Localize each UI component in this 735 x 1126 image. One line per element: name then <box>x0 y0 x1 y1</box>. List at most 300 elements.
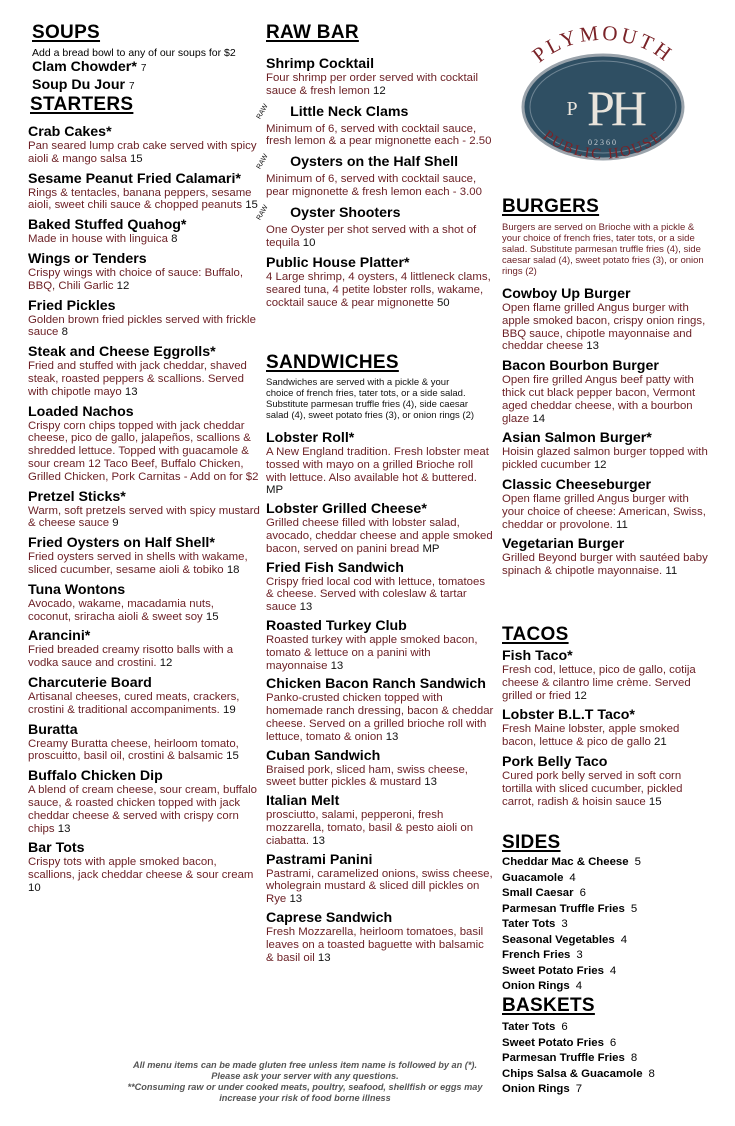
item-description <box>502 493 712 531</box>
price-row-name: Seasonal Vegetables <box>502 933 615 946</box>
price-row-name: Guacamole <box>502 871 564 884</box>
item-description-text: Crispy fried local cod with lettuce, tomatoes & cheese. Served with coleslaw & tartar sauce <box>266 575 486 614</box>
item-description <box>266 72 494 98</box>
item-price: 13 <box>424 776 437 789</box>
menu-item <box>266 676 494 743</box>
logo-bottom-text: PUBLIC HOUSE <box>539 127 667 163</box>
item-description-text: Open flame grilled Angus burger with apple smoked bacon, crispy onion rings, BBQ sauce, chipotle mayonnaise and cheddar cheese <box>502 302 706 353</box>
item-name-text: Sesame Peanut Fried Calamari* <box>28 170 241 187</box>
price-row-name: Small Caesar <box>502 887 574 899</box>
item-description-text: Four shrimp per order served with cocktail sauce & fresh lemon <box>266 72 479 97</box>
item-price: 15 <box>245 199 258 212</box>
item-price: 15 <box>205 610 219 623</box>
item-description-text: Crispy wings with choice of sauce: Buffalo, BBQ, Chili Garlic <box>28 266 244 292</box>
item-description-text: Minimum of 6, served with cocktail sauce, pear mignonette & fresh lemon each - 3.00 <box>266 173 482 198</box>
item-description-text: Roasted turkey with apple smoked bacon, tomato & lettuce on a panini with mayonnaise <box>266 633 478 672</box>
item-description-text: Pan seared lump crab cake served with spicy aioli & mango salsa <box>28 140 257 165</box>
item-price: 12 <box>593 459 607 472</box>
item-name <box>255 102 494 123</box>
item-name-text: Pretzel Sticks* <box>28 488 126 505</box>
price-row-price: 3 <box>561 918 568 930</box>
item-price: 12 <box>373 84 386 97</box>
price-row-price: 6 <box>609 1036 617 1049</box>
price-row <box>502 1036 712 1052</box>
price-row-name: Parmesan Truffle Fries <box>502 902 625 915</box>
item-description-text: Warm, soft pretzels served with spicy mustard & cheese sauce <box>28 504 260 530</box>
item-name <box>266 748 494 764</box>
item-name-text: Italian Melt <box>266 793 340 810</box>
item-name-text: Lobster Roll* <box>266 430 355 446</box>
item-description <box>502 446 712 472</box>
tacos-heading: TACOS <box>502 624 569 645</box>
item-description <box>266 868 494 906</box>
item-name-text: Asian Salmon Burger* <box>502 430 652 447</box>
price-row <box>502 871 712 887</box>
price-row <box>502 917 712 933</box>
sandwiches-heading: SANDWICHES <box>266 352 399 373</box>
item-description-text: Made in house with linguica <box>28 233 168 246</box>
item-name <box>28 840 260 856</box>
item-name-text: Chicken Bacon Ranch Sandwich <box>266 676 486 693</box>
item-description-text: A New England tradition. Fresh lobster meat tossed with mayo on a grilled Brioche roll with lettuce. Also available hot & buttered. <box>266 446 489 484</box>
item-name <box>502 707 712 723</box>
item-name-text: Bar Tots <box>28 840 85 857</box>
soups-note: Add a bread bowl to any of our soups for $2 <box>32 47 236 59</box>
item-name <box>255 153 494 173</box>
price-row <box>502 886 712 902</box>
sides-section <box>502 832 561 854</box>
menu-item <box>28 722 260 764</box>
price-row <box>502 1082 712 1098</box>
item-price: 10 <box>28 881 41 894</box>
menu-item <box>266 618 494 672</box>
item-price: 13 <box>317 951 331 964</box>
item-name <box>502 536 712 552</box>
item-name-text: Cuban Sandwich <box>266 747 381 764</box>
raw-label: RAW <box>255 102 270 121</box>
item-name-text: Fried Oysters on Half Shell* <box>28 535 215 552</box>
menu-item <box>266 910 494 964</box>
menu-item <box>502 286 712 353</box>
item-name-text: Classic Cheeseburger <box>502 476 652 493</box>
item-description-text: Artisanal cheeses, cured meats, crackers, crostini & traditional accompaniments. <box>28 690 240 716</box>
menu-item <box>255 153 494 199</box>
item-description-text: Rings & tentacles, banana peppers, sesame aioli, sweet chili sauce & chopped peanuts <box>28 186 252 212</box>
item-description-text: Fried and stuffed with jack cheddar, shaved steak, roasted peppers & scallions. Served with chipotle mayo <box>28 360 247 398</box>
item-description <box>28 644 260 670</box>
sides-list <box>502 855 712 995</box>
burgers-section <box>502 196 599 218</box>
item-description <box>28 233 260 246</box>
plymouth-public-house-logo <box>500 22 706 184</box>
item-description-text: Avocado, wakame, macadamia nuts, coconut, sriracha aioli & sweet soy <box>28 597 214 623</box>
price-row-price: 7 <box>575 1083 583 1095</box>
item-name <box>28 768 260 784</box>
item-description <box>502 552 712 578</box>
item-name-text: Buffalo Chicken Dip <box>28 768 163 785</box>
item-name <box>266 560 494 576</box>
item-description <box>266 809 494 847</box>
menu-item <box>255 102 494 149</box>
price-row-name: Chips Salsa & Guacamole <box>502 1067 643 1080</box>
menu-item <box>28 344 260 398</box>
item-name <box>502 754 712 770</box>
item-description <box>502 302 712 353</box>
item-name <box>255 203 494 224</box>
menu-item <box>266 56 494 98</box>
item-price: MP <box>266 484 284 497</box>
item-name-text: Arancini* <box>28 628 91 645</box>
price-row-name: Onion Rings <box>502 1083 570 1095</box>
item-name-text: Fish Taco* <box>502 648 573 664</box>
item-description-text: Fresh Maine lobster, apple smoked bacon, lettuce & pico de gallo <box>502 723 680 749</box>
item-price: 13 <box>385 730 399 743</box>
item-description <box>266 446 494 497</box>
item-name-text: Pork Belly Taco <box>502 753 608 770</box>
sides-heading: SIDES <box>502 832 561 853</box>
sandwiches-note: Sandwiches are served with a pickle & your choice of french fries, tater tots, or a side salad. Substitute parmesan truffle fries (4), side caesar salad (4), sweet potato fries (3), or onion rings (2) <box>266 377 475 421</box>
item-price: 13 <box>312 834 325 847</box>
starters-heading: STARTERS <box>30 94 134 115</box>
item-description <box>266 271 494 309</box>
item-price: 13 <box>289 893 303 906</box>
item-name <box>502 430 712 446</box>
item-price: 11 <box>665 565 678 578</box>
price-row <box>502 1020 712 1036</box>
item-name-text: Tuna Wontons <box>28 581 126 598</box>
item-name-text: Baked Stuffed Quahog* <box>28 217 187 234</box>
item-name <box>28 535 260 551</box>
burgers-note: Burgers are served on Brioche with a pickle & your choice of french fries, tater tots, or a side salad. Substitute parmesan truffle fries (4), side caesar salad (4), sweet potato fries (3), or onion rings (2) <box>502 222 704 277</box>
soup-name: Soup Du Jour <box>32 77 126 93</box>
tacos-section <box>502 624 569 646</box>
soup-item <box>32 77 236 95</box>
item-description <box>28 598 260 624</box>
soup-price: 7 <box>129 81 135 92</box>
item-description-text: prosciutto, salami, pepperoni, fresh mozzarella, tomato, basil & pesto aioli on ciabatta. <box>266 809 474 847</box>
item-name-text: Wings or Tenders <box>28 250 147 267</box>
item-description <box>28 551 260 577</box>
item-description-text: Open fire grilled Angus beef patty with thick cut black pepper bacon, Vermont aged cheddar cheese, with a bourbon glaze <box>502 374 696 425</box>
starters-list <box>28 124 260 900</box>
price-row <box>502 979 712 995</box>
sandwiches-list <box>266 430 494 968</box>
price-row <box>502 1067 712 1083</box>
item-description <box>28 314 260 340</box>
price-row <box>502 1051 712 1067</box>
item-price: 13 <box>57 822 71 835</box>
menu-item <box>28 171 260 213</box>
price-row-name: Tater Tots <box>502 1021 556 1033</box>
item-description-text: Fried breaded creamy risotto balls with a vodka sauce and crostini. <box>28 644 234 670</box>
menu-item <box>28 217 260 246</box>
logo-monogram-center: PH <box>587 80 643 136</box>
price-row-name: Parmesan Truffle Fries <box>502 1052 625 1064</box>
item-description-text: Fresh cod, lettuce, pico de gallo, cotija cheese & cilantro lime crème. Served grilled or fried <box>502 664 696 702</box>
item-price: 8 <box>61 326 68 339</box>
item-price: 15 <box>648 795 662 808</box>
menu-item <box>28 582 260 624</box>
price-row-price: 4 <box>609 964 617 977</box>
item-name-text: Steak and Cheese Eggrolls* <box>28 344 216 361</box>
item-price: 10 <box>302 236 316 249</box>
price-row-name: Cheddar Mac & Cheese <box>502 856 629 868</box>
item-description <box>266 576 494 614</box>
item-name-text: Fried Fish Sandwich <box>266 559 404 576</box>
price-row <box>502 933 712 949</box>
item-description-text: Crispy tots with apple smoked bacon, scallions, jack cheddar cheese & sour cream <box>28 856 254 882</box>
menu-item <box>502 430 712 472</box>
item-name-text: Vegetarian Burger <box>502 536 625 553</box>
menu-item <box>502 358 712 425</box>
raw-bar-heading: RAW BAR <box>266 22 359 43</box>
item-name-text: Public House Platter* <box>266 255 410 272</box>
item-name <box>28 217 260 233</box>
item-name <box>266 793 494 809</box>
price-row-name: Tater Tots <box>502 918 556 930</box>
item-name <box>266 255 494 271</box>
item-description-text: Golden brown fried pickles served with frickle sauce <box>28 313 256 339</box>
logo-top-text: PLYMOUTH <box>527 22 679 68</box>
item-name-text: Caprese Sandwich <box>266 909 393 926</box>
item-description <box>266 224 494 250</box>
item-name <box>28 722 260 738</box>
menu-item <box>28 535 260 577</box>
baskets-heading: BASKETS <box>502 995 595 1016</box>
footer-raw-warning: **Consuming raw or under cooked meats, poultry, seafood, shellfish or eggs may increase your risk of food borne illness <box>127 1082 483 1103</box>
item-name-text: Oyster Shooters <box>290 204 401 221</box>
item-name-text: Little Neck Clams <box>290 103 409 120</box>
item-description <box>266 173 494 199</box>
item-description <box>28 505 260 531</box>
item-description <box>502 770 712 808</box>
item-name <box>502 358 712 374</box>
item-description-text: Hoisin glazed salmon burger topped with pickled cucumber <box>502 446 708 472</box>
price-row <box>502 902 712 918</box>
menu-item <box>266 430 494 497</box>
item-name-text: Shrimp Cocktail <box>266 56 375 72</box>
menu-item <box>28 628 260 670</box>
item-description-text: Open flame grilled Angus burger with your choice of cheese: American, Swiss, cheddar or provolone. <box>502 492 706 531</box>
item-name <box>266 56 494 72</box>
burgers-heading: BURGERS <box>502 196 600 217</box>
item-description <box>28 140 260 166</box>
soups-list <box>32 59 236 95</box>
item-price: 12 <box>159 657 173 670</box>
item-description-text: Grilled cheese filled with lobster salad, avocado, cheddar cheese and apple smoked bacon, served on panini bread <box>266 517 493 555</box>
menu-item <box>28 298 260 340</box>
item-description-text: One Oyster per shot served with a shot of tequila <box>266 223 477 249</box>
item-price: 13 <box>330 659 344 672</box>
item-price: 12 <box>116 279 130 292</box>
item-price: 21 <box>653 736 667 749</box>
item-name <box>28 404 260 420</box>
price-row-name: Onion Rings <box>502 980 570 992</box>
item-description <box>28 360 260 398</box>
item-description <box>266 926 494 964</box>
sandwiches-section <box>266 352 399 374</box>
item-description-text: Panko-crusted chicken topped with homemade ranch dressing, bacon & cheddar cheese. Served on a grilled brioche roll with lettuce, tomato & onion <box>266 692 494 743</box>
baskets-list <box>502 1020 712 1098</box>
item-price: 13 <box>586 340 599 353</box>
item-description-text: A blend of cream cheese, sour cream, buffalo sauce, & roasted chicken topped with jack cheddar cheese & served with crispy corn chips <box>28 784 257 835</box>
tacos-list <box>502 648 712 813</box>
item-description-text: Braised pork, sliced ham, swiss cheese, sweet butter pickles & mustard <box>266 763 468 789</box>
menu-item <box>266 560 494 614</box>
logo-icon <box>500 22 706 184</box>
raw-bar-section <box>266 22 359 44</box>
menu-item <box>28 404 260 484</box>
burgers-list <box>502 286 712 583</box>
menu-item <box>255 203 494 250</box>
price-row-price: 8 <box>630 1052 638 1064</box>
menu-item <box>266 748 494 790</box>
raw-label: RAW <box>255 153 270 171</box>
item-name <box>28 298 260 314</box>
item-name-text: Oysters on the Half Shell <box>290 154 459 171</box>
price-row-name: Sweet Potato Fries <box>502 964 604 977</box>
item-description <box>502 723 712 749</box>
price-row-price: 4 <box>575 980 583 992</box>
item-name-text: Charcuterie Board <box>28 674 152 691</box>
item-name-text: Lobster B.L.T Taco* <box>502 707 635 724</box>
item-description <box>266 692 494 743</box>
raw-bar-list <box>255 56 494 316</box>
logo-zip: 02360 <box>588 138 618 147</box>
soup-price: 7 <box>140 63 147 74</box>
menu-item <box>28 251 260 293</box>
menu-item <box>28 489 260 531</box>
item-name <box>28 124 260 140</box>
menu-item <box>28 768 260 835</box>
price-row-price: 3 <box>576 949 583 961</box>
item-description-text: Creamy Buratta cheese, heirloom tomato, proscuitto, basil oil, crostini & balsamic <box>28 737 239 763</box>
item-price: 19 <box>223 703 236 716</box>
item-name <box>28 675 260 691</box>
item-price: 8 <box>171 233 178 246</box>
item-name <box>266 910 494 926</box>
item-price: 15 <box>226 750 239 763</box>
price-row <box>502 948 712 964</box>
item-description <box>28 267 260 293</box>
item-name-text: Bacon Bourbon Burger <box>502 358 659 375</box>
item-name <box>266 676 494 692</box>
menu-item <box>28 675 260 717</box>
item-name <box>502 477 712 493</box>
item-name <box>28 489 260 505</box>
item-description <box>266 764 494 790</box>
item-description <box>28 856 260 894</box>
item-description-text: Grilled Beyond burger with sautéed baby spinach & chipotle mayonnaise. <box>502 552 708 578</box>
item-price: MP <box>422 542 440 555</box>
item-name <box>266 501 494 517</box>
menu-item <box>502 707 712 749</box>
item-name <box>28 251 260 267</box>
item-description <box>28 420 260 484</box>
item-name <box>28 582 260 598</box>
price-row-price: 8 <box>648 1067 655 1080</box>
item-name-text: Roasted Turkey Club <box>266 617 407 634</box>
price-row-price: 4 <box>569 871 576 884</box>
item-price: 13 <box>299 601 313 614</box>
baskets-section <box>502 995 595 1017</box>
item-description-text: Fresh Mozzarella, heirloom tomatoes, basil leaves on a toasted baguette with balsamic & basil oil <box>266 925 484 964</box>
item-name <box>266 430 494 446</box>
soup-name: Clam Chowder* <box>32 59 137 75</box>
item-description <box>28 691 260 717</box>
item-name-text: Crab Cakes* <box>28 124 112 140</box>
item-name <box>28 171 260 187</box>
item-description-text: Cured pork belly served in soft corn tortilla with sliced cucumber, pickled carrot, radish & hoisin sauce <box>502 769 683 808</box>
footer-disclaimer <box>120 1060 490 1104</box>
soups-section <box>32 22 236 95</box>
logo-monogram-left: P <box>566 98 578 120</box>
item-description-text: Pastrami, caramelized onions, swiss cheese, wholegrain mustard & sliced dill pickles on Rye <box>266 867 493 906</box>
menu-item <box>266 852 494 906</box>
item-name-text: Cowboy Up Burger <box>502 286 631 302</box>
item-description <box>28 187 260 213</box>
item-description-text: 4 Large shrimp, 4 oysters, 4 littleneck clams, seared tuna, 4 petite lobster rolls, wakame, cocktail sauce & pear mignonette <box>266 271 491 309</box>
menu-item <box>266 793 494 847</box>
menu-item <box>266 255 494 309</box>
item-name-text: Buratta <box>28 721 78 738</box>
item-price: 50 <box>436 296 450 309</box>
item-description <box>266 123 494 149</box>
item-description-text: Crispy corn chips topped with jack cheddar cheese, pico de gallo, jalapeños, scallions & shredded lettuce. Topped with guacamole & sour cream 12 Taco Beef, Buffalo Chicken, Grilled Chicken, Pork Carnitas - Add on for $2 <box>28 419 259 483</box>
item-name-text: Pastrami Panini <box>266 851 373 868</box>
price-row-price: 4 <box>620 933 628 946</box>
price-row-name: French Fries <box>502 949 571 961</box>
item-price: 9 <box>112 517 119 530</box>
item-description <box>266 517 494 555</box>
item-name <box>502 286 712 302</box>
item-description-text: Minimum of 6, served with cocktail sauce, fresh lemon & a pear mignonette each - 2.50 <box>266 122 492 148</box>
item-description <box>266 634 494 672</box>
item-name-text: Loaded Nachos <box>28 403 134 420</box>
item-description <box>502 374 712 425</box>
soup-item <box>32 59 236 77</box>
price-row-name: Sweet Potato Fries <box>502 1036 604 1049</box>
menu-item <box>502 536 712 578</box>
price-row-price: 5 <box>630 902 638 915</box>
price-row <box>502 855 712 871</box>
item-price: 12 <box>574 689 587 702</box>
menu-item <box>502 648 712 702</box>
price-row-price: 5 <box>634 856 641 868</box>
item-name <box>28 344 260 360</box>
item-price: 18 <box>226 563 240 576</box>
item-name-text: Fried Pickles <box>28 297 116 314</box>
item-name-text: Lobster Grilled Cheese* <box>266 501 427 518</box>
item-price: 13 <box>124 385 138 398</box>
item-description <box>502 664 712 702</box>
price-row <box>502 964 712 980</box>
item-price: 11 <box>616 518 628 531</box>
item-price: 15 <box>129 152 143 165</box>
item-description-text: Fried oysters served in shells with wakame, sliced cucumber, sesame aioli & tobiko <box>28 551 248 576</box>
item-description <box>28 784 260 835</box>
menu-item <box>502 477 712 531</box>
price-row-price: 6 <box>561 1021 568 1033</box>
menu-item <box>266 501 494 555</box>
price-row-price: 6 <box>579 887 586 899</box>
soups-heading: SOUPS <box>32 22 101 43</box>
menu-item <box>28 840 260 894</box>
item-name <box>266 852 494 868</box>
item-name <box>502 648 712 664</box>
item-name <box>266 618 494 634</box>
starters-section <box>30 94 133 116</box>
